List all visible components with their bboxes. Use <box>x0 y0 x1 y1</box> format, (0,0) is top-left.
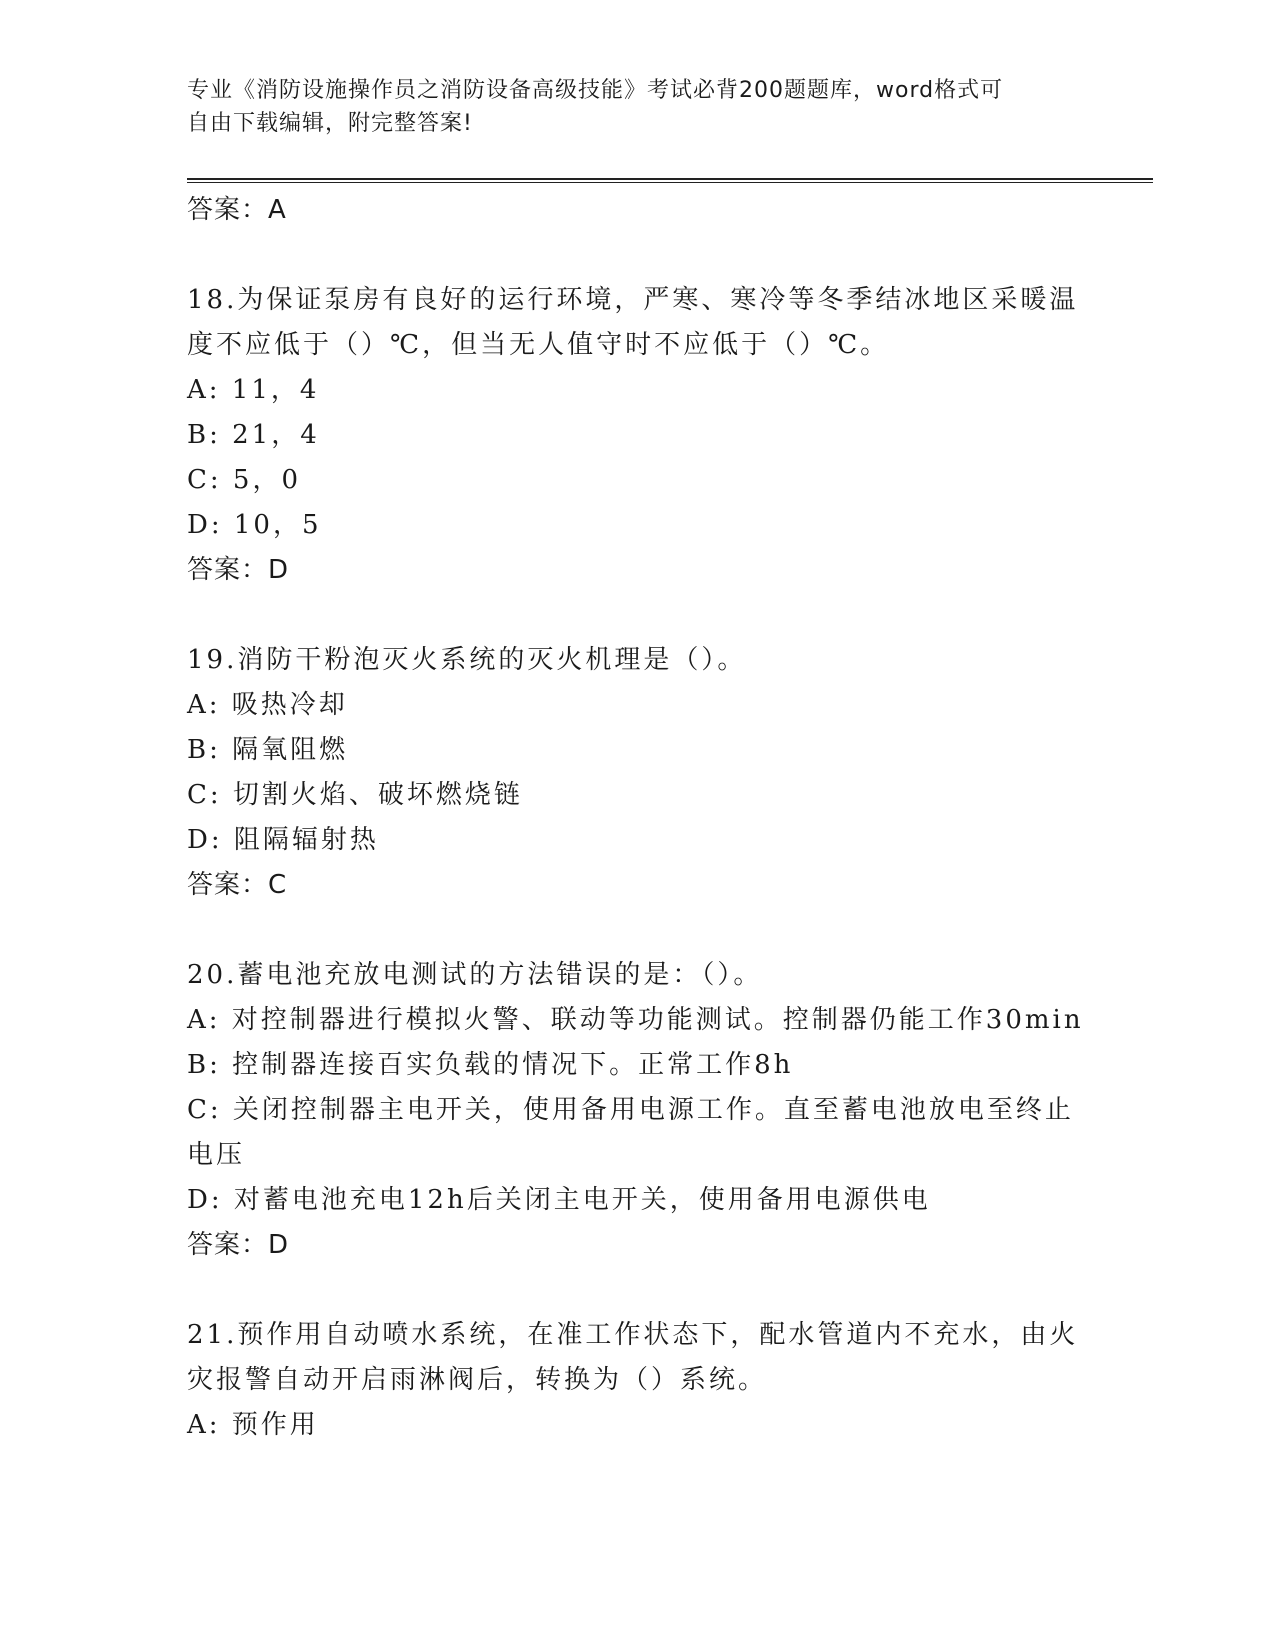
question-stem: 19.消防干粉泡灭火系统的灭火机理是（）。 <box>187 645 747 675</box>
option-c: C: 5，0 <box>187 465 302 495</box>
question-stem: 18.为保证泵房有良好的运行环境，严寒、寒冷等冬季结冰地区采暖温 <box>187 285 1079 315</box>
option-d: D: 10，5 <box>187 510 322 540</box>
option-a: A: 11，4 <box>187 375 320 405</box>
option-b: B: 21，4 <box>187 420 320 450</box>
spacer <box>187 908 1087 953</box>
option-c: C: 切割火焰、破坏燃烧链 <box>187 780 523 810</box>
question-21 <box>187 1313 1087 1448</box>
question-stem: 度不应低于（）℃，但当无人值守时不应低于（）℃。 <box>187 330 890 360</box>
question-stem: 灾报警自动开启雨淋阀后，转换为（）系统。 <box>187 1365 768 1395</box>
option-d: D: 对蓄电池充电12h后关闭主电开关，使用备用电源供电 <box>187 1185 931 1215</box>
option-d: D: 阻隔辐射热 <box>187 825 379 855</box>
answer-line: 答案：D <box>187 1230 290 1260</box>
option-b: B: 控制器连接百实负载的情况下。正常工作8h <box>187 1050 794 1080</box>
header-divider <box>187 178 1153 183</box>
header-line-1: 专业《消防设施操作员之消防设备高级技能》考试必背200题题库，word格式可 <box>187 78 1004 103</box>
question-19 <box>187 638 1087 908</box>
option-c-continued: 电压 <box>187 1140 246 1170</box>
header-line-2: 自由下载编辑，附完整答案! <box>187 111 473 136</box>
answer-line: 答案：D <box>187 555 290 585</box>
question-stem: 21.预作用自动喷水系统，在准工作状态下，配水管道内不充水，由火 <box>187 1320 1079 1350</box>
option-c: C: 关闭控制器主电开关，使用备用电源工作。直至蓄电池放电至终止 <box>187 1095 1074 1125</box>
option-b: B: 隔氧阻燃 <box>187 735 349 765</box>
answer-line: 答案：A <box>187 195 287 225</box>
document-body <box>187 188 1087 1448</box>
answer-line: 答案：C <box>187 870 288 900</box>
question-18 <box>187 278 1087 593</box>
spacer <box>187 1268 1087 1313</box>
question-stem: 20.蓄电池充放电测试的方法错误的是：（）。 <box>187 960 763 990</box>
page-header <box>187 74 1067 140</box>
option-a: A: 吸热冷却 <box>187 690 348 720</box>
question-20 <box>187 953 1087 1268</box>
spacer <box>187 233 1087 278</box>
option-a: A: 对控制器进行模拟火警、联动等功能测试。控制器仍能工作30min <box>187 1005 1084 1035</box>
option-a: A: 预作用 <box>187 1410 319 1440</box>
spacer <box>187 593 1087 638</box>
